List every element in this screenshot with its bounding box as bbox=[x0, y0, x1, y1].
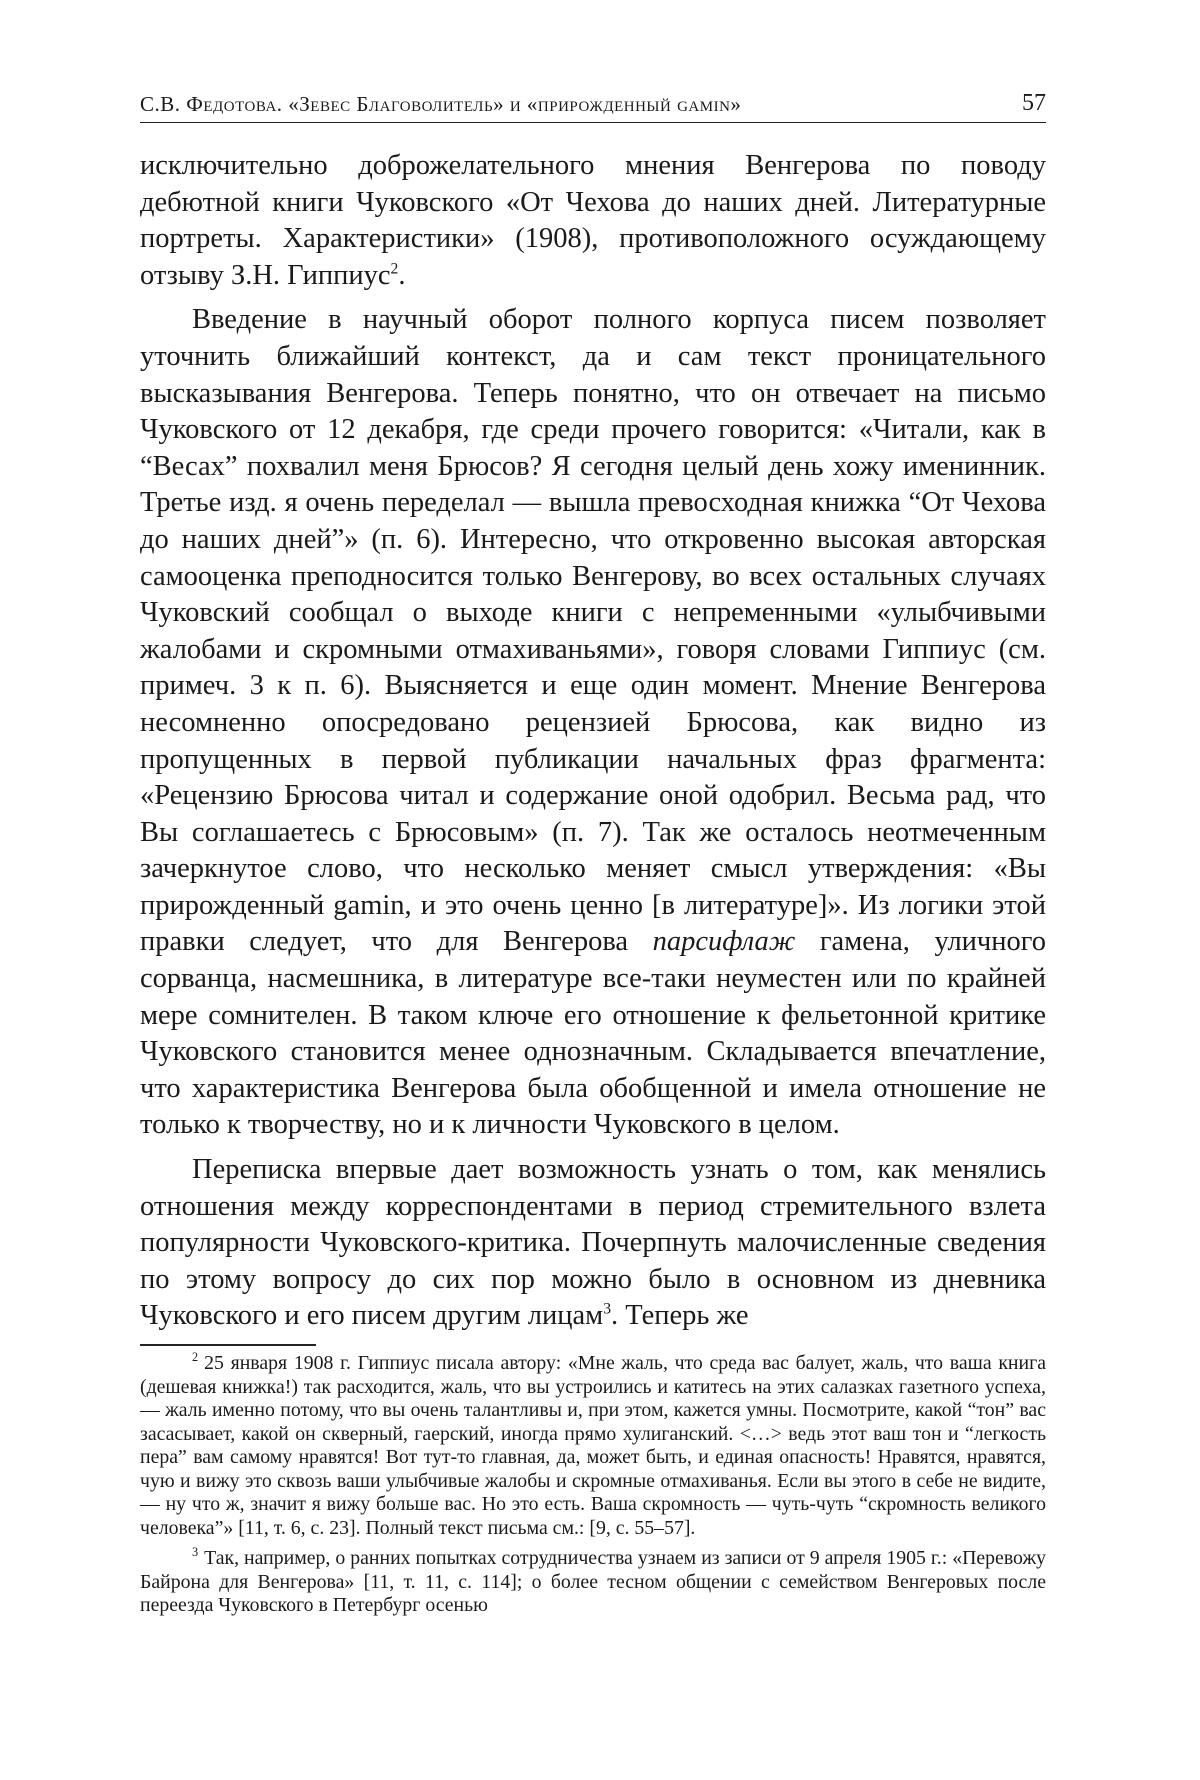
footnote-2 bbox=[140, 1352, 1046, 1540]
page-number: 57 bbox=[1022, 90, 1046, 116]
paragraph-3-text: Переписка впервые дает возможность узнать о том, как менялись отношения между корреспондентами в период стремительного взлета популярности Чуковского-критика. Почерпнуть малочисленные сведения по этому вопросу до сих пор можно было в основном из дневника Чуковского и его писем другим лицам bbox=[140, 1154, 1046, 1332]
paragraph-2 bbox=[140, 302, 1046, 1144]
footnotes bbox=[140, 1352, 1046, 1618]
footnote-2-text: 25 января 1908 г. Гиппиус писала автору: «Мне жаль, что среда вас балует, жаль, что ваша книга (дешевая книжка!) так расходится, жаль, что вы устроились и катитесь на этих салазках газетного успеха, — жаль именно потому, что вы очень талантливы и, при этом, кажется умны. Посмотрите, какой “тон” вас засасывает, какой он скверный, гаерский, иногда прямо хулиганский. <…> ведь этот ваш тон и “легкость пера” вам самому нравятся! Вот тут-то главная, да, может быть, и единая опасность! Нравятся, нравятся, чую и вижу это сквозь ваши улыбчивые жалобы и скромные отмахиванья. Если вы этого в себе не видите, — ну что ж, значит я вижу больше вас. Но это есть. Ваша скромность — чуть-чуть “скромность великого человека”» [11, т. 6, с. 23]. Полный текст письма см.: [9, с. 55–57]. bbox=[140, 1352, 1046, 1539]
paragraph-1-end: . bbox=[398, 259, 406, 291]
footnote-ref-3[interactable]: 3 bbox=[603, 1300, 612, 1318]
running-head: С.В. Федотова. «Зевес Благоволитель» и «прирожденный gamin» bbox=[140, 92, 742, 116]
paragraph-3 bbox=[140, 1152, 1046, 1335]
footnote-3 bbox=[140, 1547, 1046, 1618]
footnote-separator bbox=[140, 1344, 316, 1346]
footnote-3-mark: 3 bbox=[192, 1545, 199, 1560]
italic-term: парсифлаж bbox=[652, 926, 796, 958]
main-text bbox=[140, 148, 1046, 1335]
paragraph-1-text: исключительно доброжелательного мнения Венгерова по поводу дебютной книги Чуковского «От Чехова до наших дней. Литературные портреты. Характеристики» (1908), противоположного осуждающему отзыву З.Н. Гиппиус bbox=[140, 150, 1046, 291]
paragraph-3-end: . Теперь же bbox=[611, 1300, 749, 1332]
paragraph-2-text-a: Введение в научный оборот полного корпуса писем позволяет уточнить ближайший контекст, да и сам текст проницательного высказывания Венгерова. Теперь понятно, что он отвечает на письмо Чуковского от 12 декабря, где среди прочего говорится: «Читали, как в “Весах” похвалил меня Брюсов? Я сегодня целый день хожу именинник. Третье изд. я очень переделал — вышла превосходная книжка “От Чехова до наших дней”» (п. 6). Интересно, что откровенно высокая авторская самооценка преподносится только Венгерову, во всех остальных случаях Чуковский сообщал о выходе книги с непременными «улыбчивыми жалобами и скромными отмахиваньями», говоря словами Гиппиус (см. примеч. 3 к п. 6). Выясняется и еще один момент. Мнение Венгерова несомненно опосредовано рецензией Брюсова, как видно из пропущенных в первой публикации начальных фраз фрагмента: «Рецензию Брюсова читал и содержание оной одобрил. Весьма рад, что Вы соглашаетесь с Брюсовым» (п. 7). Так же осталось неотмеченным зачеркнутое слово, что несколько меняет смысл утверждения: «Вы прирожденный gamin, и это очень ценно [в литературе]». Из логики этой правки следует, что для Венгерова bbox=[140, 304, 1046, 958]
paragraph-1 bbox=[140, 148, 1046, 294]
page-header bbox=[140, 86, 1046, 123]
paragraph-2-text-b: гамена, уличного сорванца, насмешника, в литературе все-таки неуместен или по крайней мере сомнителен. В таком ключе его отношение к фельетонной критике Чуковского становится менее однозначным. Складывается впечатление, что характеристика Венгерова была обобщенной и имела отношение не только к творчеству, но и к личности Чуковского в целом. bbox=[140, 926, 1046, 1141]
footnote-3-text: Так, например, о ранних попытках сотрудничества узнаем из записи от 9 апреля 1905 г.: «Перевожу Байрона для Венгерова» [11, т. 11, с. 114]; о более тесном общении с семейством Венгеровых после переезда Чуковского в Петербург осенью bbox=[140, 1547, 1046, 1616]
footnote-2-mark: 2 bbox=[192, 1350, 199, 1365]
footnote-ref-2[interactable]: 2 bbox=[390, 260, 399, 278]
